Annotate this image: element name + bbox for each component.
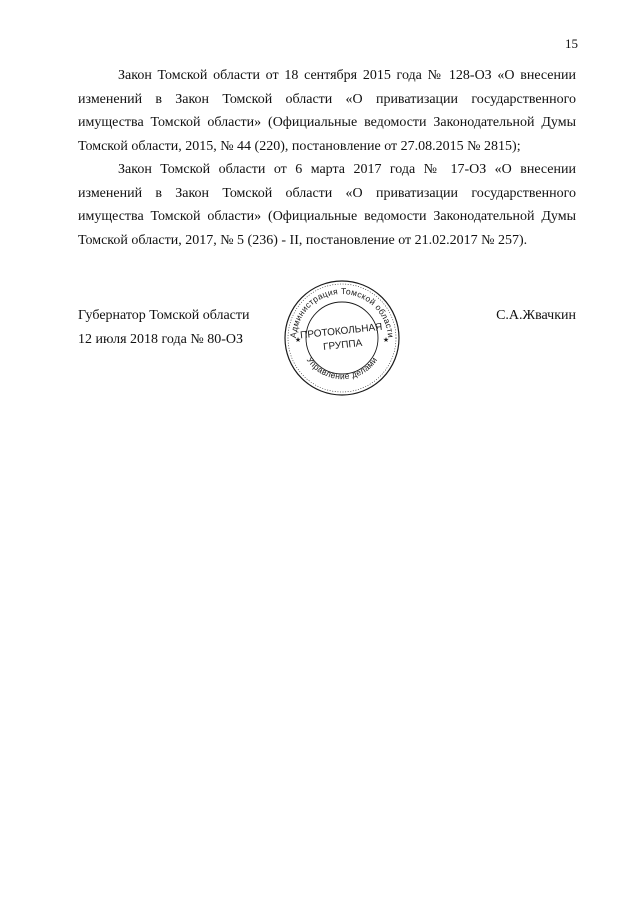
signer-title: Губернатор Томской области [78,308,250,323]
stamp-bottom-text: Управление делами [304,354,380,382]
stamp-outer-text: Администрация Томской области [287,285,396,339]
law-paragraph-2: Закон Томской области от 6 марта 2017 года № 17-ОЗ «О внесении изменений в Закон Томской области «О приватизации государственного имущества Томской области» (Официальные ведомости Законодательной Думы Томской области, 2017, № 5 (236) - II, постановление от 21.02.2017 № 257). [78,162,576,248]
signer-name: С.А.Жвачкин [496,308,576,323]
stamp-center-line-2: ГРУППА [322,337,363,353]
svg-text:Управление делами [305,355,379,381]
official-stamp [278,278,406,398]
stamp-seal-icon [278,278,406,398]
stamp-center-line-1: ПРОТОКОЛЬНАЯ [299,321,383,342]
svg-text:★: ★ [382,336,390,344]
svg-text:★: ★ [294,336,302,344]
law-paragraph-1: Закон Томской области от 18 сентября 2015 года № 128-ОЗ «О внесении изменений в Закон Томской области «О приватизации государственного имущества Томской области» (Официальные ведомости Законодательной Думы Томской области, 2015, № 44 (220), постановление от 27.08.2015 № 2815); [78,68,576,154]
law-reference: 12 июля 2018 года № 80-ОЗ [78,331,243,347]
page-number: 15 [565,36,578,51]
document-body [78,64,576,252]
